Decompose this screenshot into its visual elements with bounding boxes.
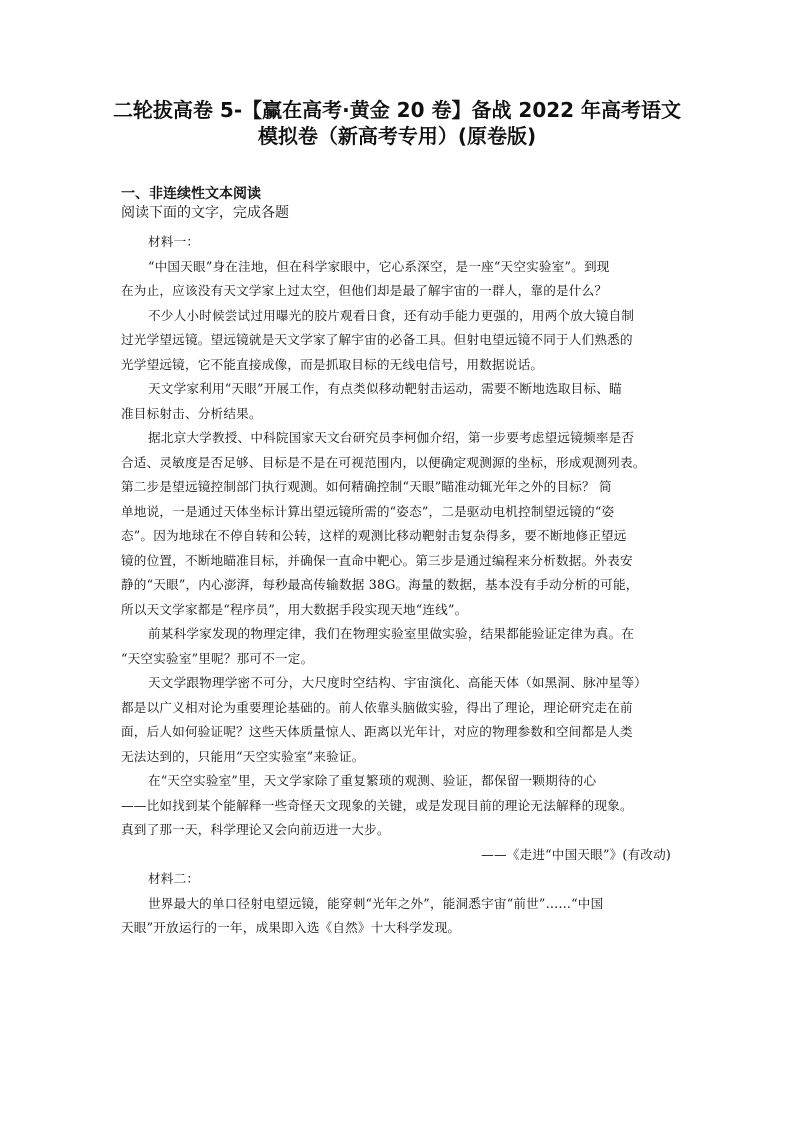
passage-line: 材料一：	[148, 234, 200, 249]
title-line-1: 二轮拔高卷 5-【赢在高考·黄金 20 卷】备战 2022 年高考语文	[112, 98, 682, 122]
passage-line: 天眼”开放运行的一年，成果即入选《自然》十大科学发现。	[121, 920, 461, 935]
passage-line: “中国天眼”身在洼地，但在科学家眼中，它心系深空，是一座“天空实验室”。到现	[148, 258, 610, 274]
reading-instruction: 阅读下面的文字，完成各题	[121, 205, 289, 221]
passage-line: 天文学家利用“天眼”开展工作，有点类似移动靶射击运动，需要不断地选取目标、瞄	[148, 381, 622, 396]
passage-line: 都是以广义相对论为重要理论基础的。前人依靠头脑做实验，得出了理论，理论研究走在前	[121, 699, 633, 715]
passage-line: 第二步是望远镜控制部门执行观测。如何精确控制“天眼”瞄准动辄光年之外的目标？ 简	[121, 479, 612, 494]
passage-line: 面，后人如何验证呢？这些天体质量惊人、距离以光年计，对应的物理参数和空间都是人类	[121, 724, 633, 739]
section-heading: 一、非连续性文本阅读	[121, 186, 261, 202]
passage-line: 据北京大学教授、中科院国家天文台研究员李柯伽介绍，第一步要考虑望远镜频率是否	[148, 430, 635, 445]
passage-line: 所以天文学家都是“程序员”，用大数据手段实现天地“连线”。	[121, 601, 468, 617]
passage-line: 不少人小时候尝试过用曝光的胶片观看日食，还有动手能力更强的，用两个放大镜自制	[148, 307, 635, 323]
passage-line: 材料二：	[148, 871, 200, 886]
passage-body	[121, 230, 681, 941]
passage-line: 天文学跟物理学密不可分，大尺度时空结构、宇宙演化、高能天体（如黑洞、脉冲星等）	[148, 675, 647, 690]
passage-line: 在“天空实验室”里，天文学家除了重复繁琐的观测、验证，都保留一颗期待的心	[148, 773, 597, 788]
passage-line: 态”。因为地球在不停自转和公转，这样的观测比移动靶射击复杂得多，要不断地修正望远	[121, 528, 627, 543]
passage-line: 无法达到的，只能用“天空实验室”来验证。	[121, 748, 365, 764]
passage-line: 在为止，应该没有天文学家上过太空，但他们却是最了解宇宙的一群人，靠的是什么？	[121, 283, 608, 298]
passage-line: 真到了那一天，科学理论又会向前迈进一大步。	[121, 822, 390, 837]
passage-line: 过光学望远镜。望远镜就是天文学家了解宇宙的必备工具。但射电望远镜不同于人们熟悉的	[121, 332, 633, 347]
passage-line: 镜的位置，不断地瞄准目标，并确保一直命中靶心。第三步是通过编程来分析数据。外表安	[121, 552, 633, 568]
source-citation: ——《走进“中国天眼”》(有改动)	[481, 846, 671, 862]
passage-line: 合适、灵敏度是否足够、目标是不是在可视范围内，以便确定观测源的坐标，形成观测列表。	[121, 454, 646, 470]
passage-line: 前某科学家发现的物理定律，我们在物理实验室里做实验，结果都能验证定律为真。在	[148, 626, 635, 641]
passage-line: “天空实验室”里呢？那可不一定。	[121, 650, 314, 666]
passage-line: ——比如找到某个能解释一些奇怪天文现象的关键，或是发现目前的理论无法解释的现象。	[121, 797, 633, 813]
passage-line: 世界最大的单口径射电望远镜，能穿刺“光年之外”，能洞悉宇宙“前世”……“中国	[148, 895, 604, 911]
passage-line: 静的“天眼”，内心澎湃，每秒最高传输数据 38G。海量的数据，基本没有手动分析的可能，	[121, 577, 639, 592]
title-line-2: 模拟卷（新高考专用）(原卷版)	[257, 124, 537, 148]
passage-line: 准目标射击、分析结果。	[121, 405, 262, 421]
passage-line: 单地说，一是通过天体坐标计算出望远镜所需的“姿态”，二是驱动电机控制望远镜的“姿	[121, 503, 615, 519]
passage-line: 光学望远镜，它不能直接成像，而是抓取目标的无线电信号，用数据说话。	[121, 356, 544, 372]
document-title	[100, 97, 694, 149]
